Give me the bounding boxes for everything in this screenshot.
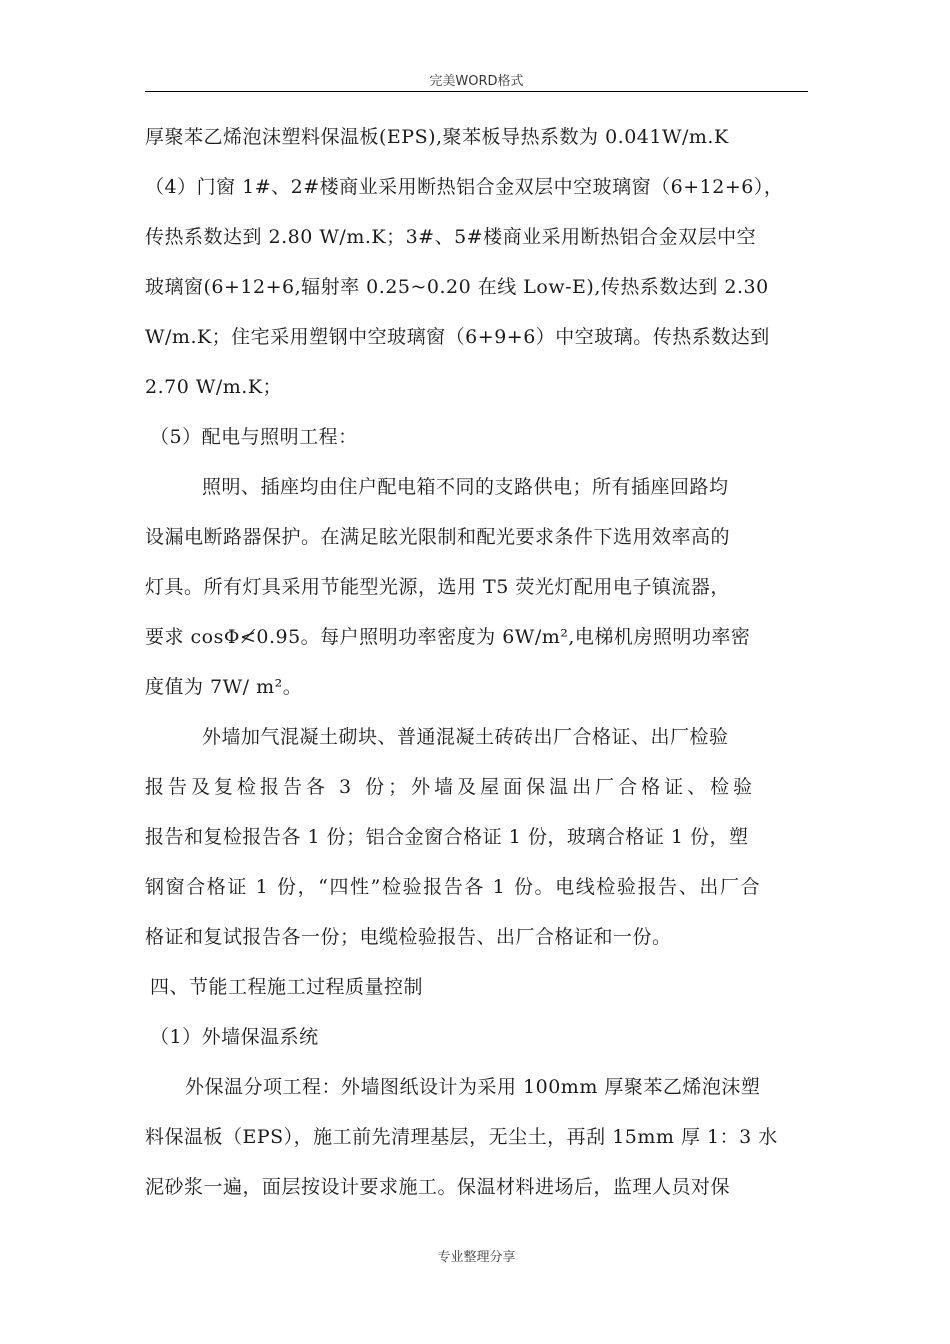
body-line: 格证和复试报告各一份；电缆检验报告、出厂合格证和一份。 [145, 926, 672, 948]
header-rule [145, 91, 808, 92]
body-line: 外墙加气混凝土砌块、普通混凝土砖砖出厂合格证、出厂检验 [202, 726, 729, 748]
page-header: 完美WORD格式 [429, 74, 524, 89]
section-heading: （5）配电与照明工程： [150, 426, 358, 448]
section-heading: 四、节能工程施工过程质量控制 [150, 976, 424, 998]
document-body [145, 120, 808, 1220]
body-line: 泥砂浆一遍，面层按设计要求施工。保温材料进场后，监理人员对保 [145, 1176, 731, 1198]
body-line: W/m.K；住宅采用塑钢中空玻璃窗（6+9+6）中空玻璃。传热系数达到 [145, 326, 770, 348]
body-line: 厚聚苯乙烯泡沫塑料保温板(EPS),聚苯板导热系数为 0.041W/m.K [145, 126, 729, 148]
body-line: 钢窗合格证 1 份，“四性”检验报告各 1 份。电线检验报告、出厂合 [145, 876, 762, 898]
body-line: 设漏电断路器保护。在满足眩光限制和配光要求条件下选用效率高的 [145, 526, 731, 548]
body-line: 要求 cosΦ≮0.95。每户照明功率密度为 6W/m²,电梯机房照明功率密 [145, 626, 751, 648]
body-line: 照明、插座均由住户配电箱不同的支路供电；所有插座回路均 [202, 476, 729, 498]
body-line: 料保温板（EPS），施工前先清理基层，无尘土，再刮 15mm 厚 1：3 水 [145, 1126, 778, 1148]
body-line: （4）门窗 1#、2#楼商业采用断热铝合金双层中空玻璃窗（6+12+6）， [145, 176, 784, 198]
body-line: 2.70 W/m.K； [145, 376, 283, 398]
body-line: 外保温分项工程：外墙图纸设计为采用 100mm 厚聚苯乙烯泡沫塑 [185, 1076, 761, 1098]
body-line: 报告和复检报告各 1 份；铝合金窗合格证 1 份，玻璃合格证 1 份，塑 [145, 826, 749, 848]
body-line: 度值为 7W/ m²。 [145, 676, 303, 698]
body-line: 报告及复检报告各 3 份；外墙及屋面保温出厂合格证、检验 [145, 776, 757, 798]
page-footer: 专业整理分享 [437, 1250, 516, 1265]
subsection-heading: （1）外墙保温系统 [150, 1026, 319, 1048]
body-line: 灯具。所有灯具采用节能型光源，选用 T5 荧光灯配用电子镇流器， [145, 576, 730, 598]
body-line: 玻璃窗(6+12+6,辐射率 0.25~0.20 在线 Low-E),传热系数达到 2.30 [145, 276, 769, 298]
body-line: 传热系数达到 2.80 W/m.K；3#、5#楼商业采用断热铝合金双层中空 [145, 226, 757, 248]
